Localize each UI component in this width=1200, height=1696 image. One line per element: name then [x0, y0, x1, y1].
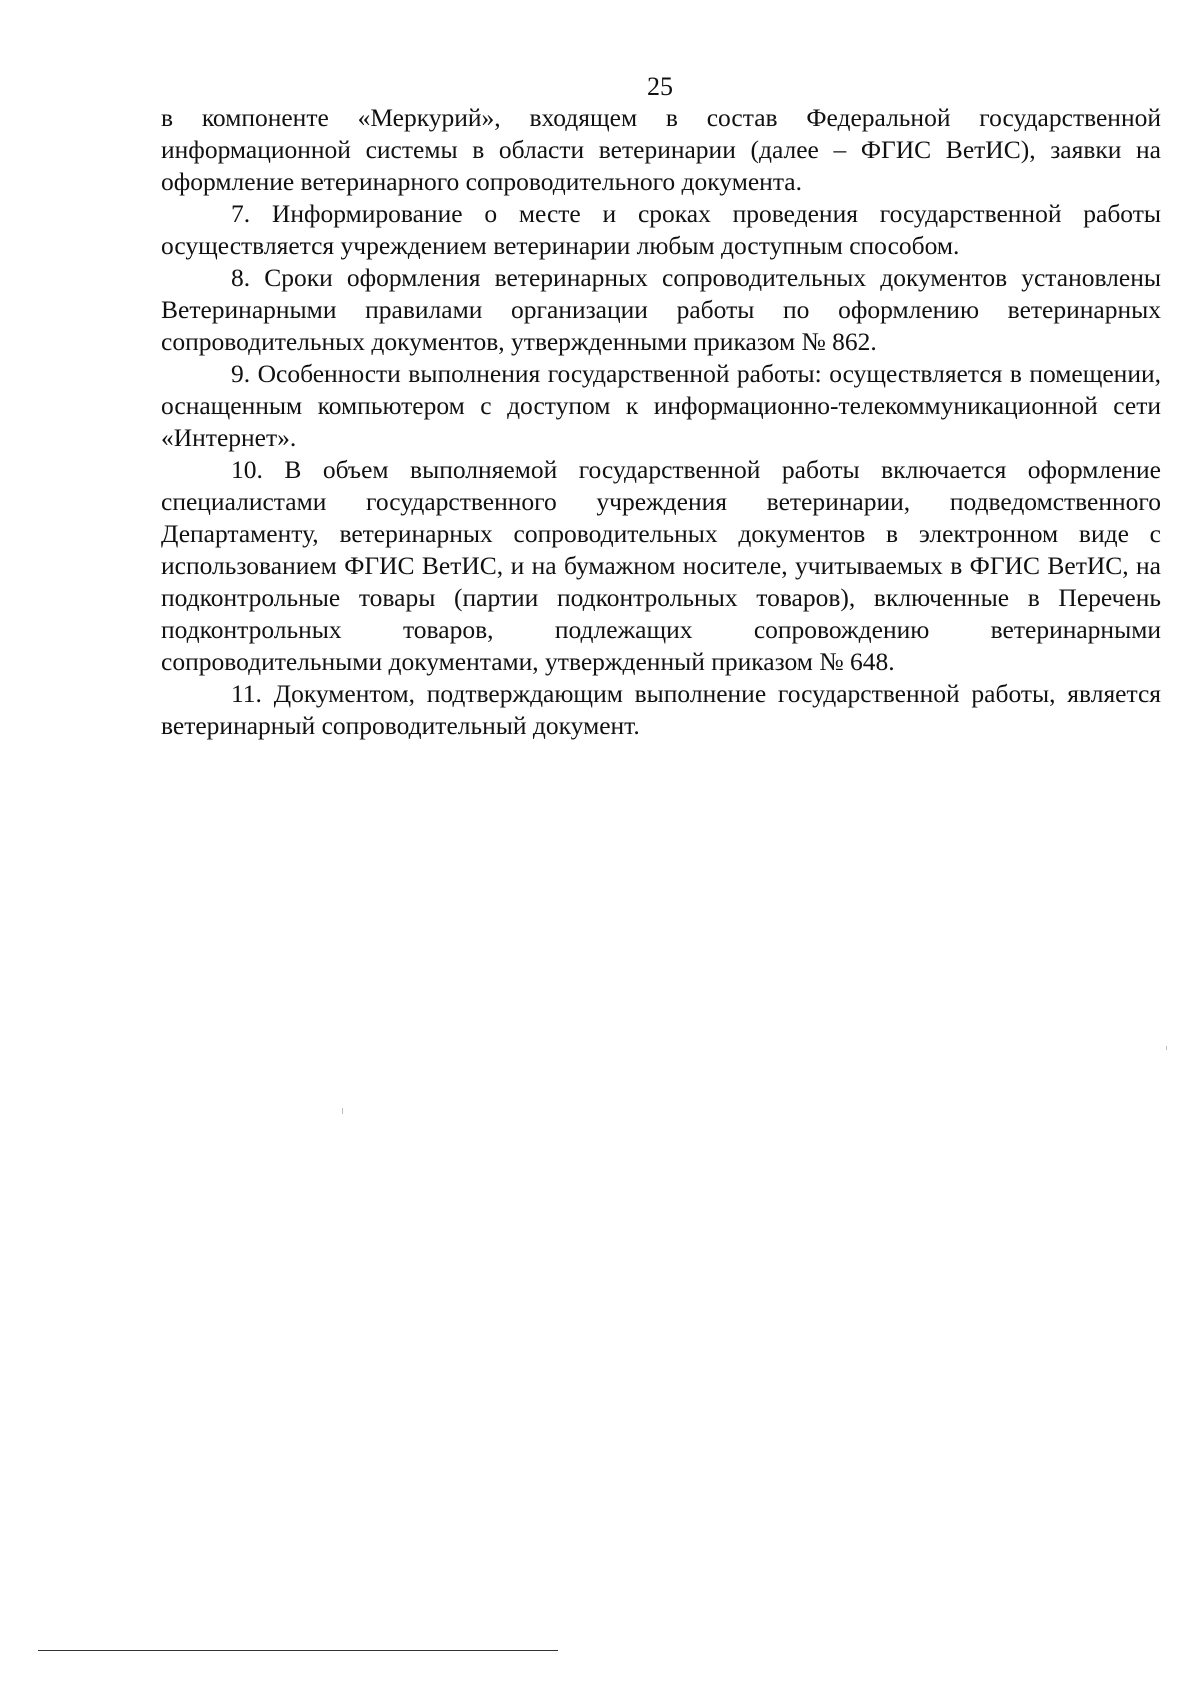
footer-separator-line	[38, 1650, 558, 1651]
document-body	[161, 102, 1161, 742]
scan-speck	[1166, 1046, 1167, 1050]
paragraph-continuation: в компоненте «Меркурий», входящем в состав Федеральной государственной информационной системы в области ветеринарии (далее – ФГИС ВетИС), заявки на оформление ветеринарного сопроводительного документа.	[161, 103, 1161, 196]
paragraph-item-10: 10. В объем выполняемой государственной работы включается оформление специалистами государственного учреждения ветеринарии, подведомственного Департаменту, ветеринарных сопроводительных документов в электронном виде с использованием ФГИС ВетИС, и на бумажном носителе, учитываемых в ФГИС ВетИС, на подконтрольные товары (партии подконтрольных товаров), включенные в Перечень подконтрольных товаров, подлежащих сопровождению ветеринарными сопроводительными документами, утвержденный приказом № 648.	[161, 455, 1161, 676]
paragraph-item-11: 11. Документом, подтверждающим выполнение государственной работы, является ветеринарный сопроводительный документ.	[161, 679, 1161, 740]
paragraph-item-9: 9. Особенности выполнения государственной работы: осуществляется в помещении, оснащенным компьютером с доступом к информационно-телекоммуникационной сети «Интернет».	[161, 359, 1161, 452]
paragraph-item-8: 8. Сроки оформления ветеринарных сопроводительных документов установлены Ветеринарными правилами организации работы по оформлению ветеринарных сопроводительных документов, утвержденными приказом № 862.	[161, 263, 1161, 356]
paragraph-item-7: 7. Информирование о месте и сроках проведения государственной работы осуществляется учреждением ветеринарии любым доступным способом.	[161, 199, 1161, 260]
page-number: 25	[647, 72, 673, 101]
scan-speck	[342, 1108, 343, 1114]
